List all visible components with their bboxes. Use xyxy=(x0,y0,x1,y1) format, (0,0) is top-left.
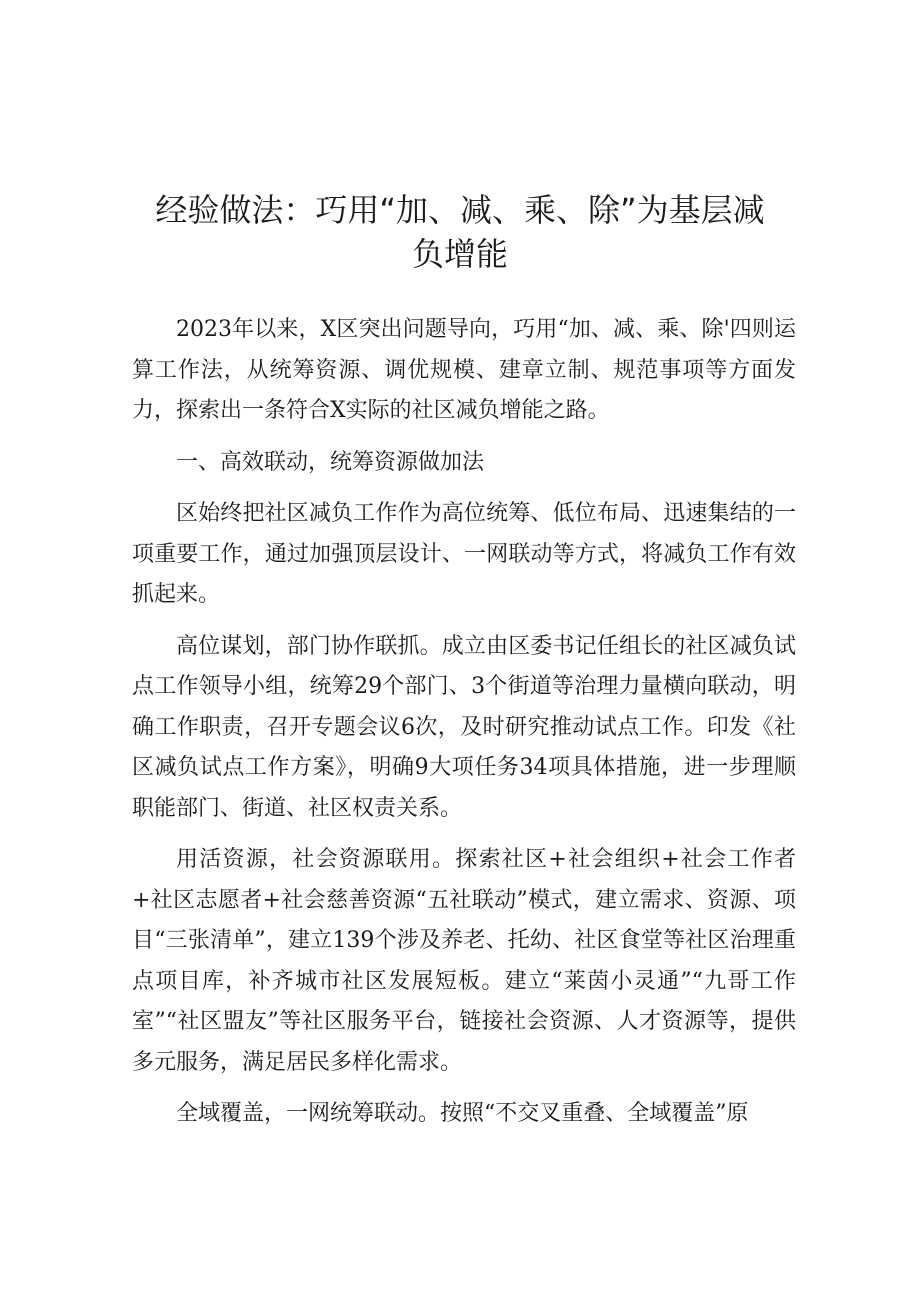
body-paragraph-1: 区始终把社区减负工作作为高位统筹、低位布局、迅速集结的一项重要工作，通过加强顶层设计、一网联动等方式，将减负工作有效抓起来。 xyxy=(132,501,796,607)
title-line-1: 经验做法：巧用“加、减、乘、除”为基层减 xyxy=(155,191,765,229)
body-paragraph-4: 全域覆盖，一网统筹联动。按照“不交叉重叠、全域覆盖”原 xyxy=(176,1101,749,1126)
document-body xyxy=(132,310,796,1146)
document-title xyxy=(130,188,790,276)
title-line-2: 负增能 xyxy=(411,235,508,273)
body-paragraph-2: 高位谋划，部门协作联抓。成立由区委书记任组长的社区减负试点工作领导小组，统筹29个部门、3个街道等治理力量横向联动，明确工作职责，召开专题会议6次，及时研究推动试点工作。印发《社区减负试点工作方案》，明确9大项任务34项具体措施，进一步理顺职能部门、街道、社区权责关系。 xyxy=(132,633,796,821)
section-heading: 一、高效联动，统筹资源做加法 xyxy=(176,449,485,475)
body-paragraph-3: 用活资源，社会资源联用。探索社区+社会组织+社会工作者+社区志愿者+社会慈善资源“五社联动”模式，建立需求、资源、项目“三张清单”，建立139个涉及养老、托幼、社区食堂等社区治理重点项目库，补齐城市社区发展短板。建立“莱茵小灵通”“九哥工作室”“社区盟友”等社区服务平台，链接社会资源、人才资源等，提供多元服务，满足居民多样化需求。 xyxy=(132,847,796,1075)
intro-paragraph: 2023年以来，X区突出问题导向，巧用“加、减、乘、除'四则运算工作法，从统筹资源、调优规模、建章立制、规范事项等方面发力，探索出一条符合X实际的社区减负增能之路。 xyxy=(132,317,796,423)
